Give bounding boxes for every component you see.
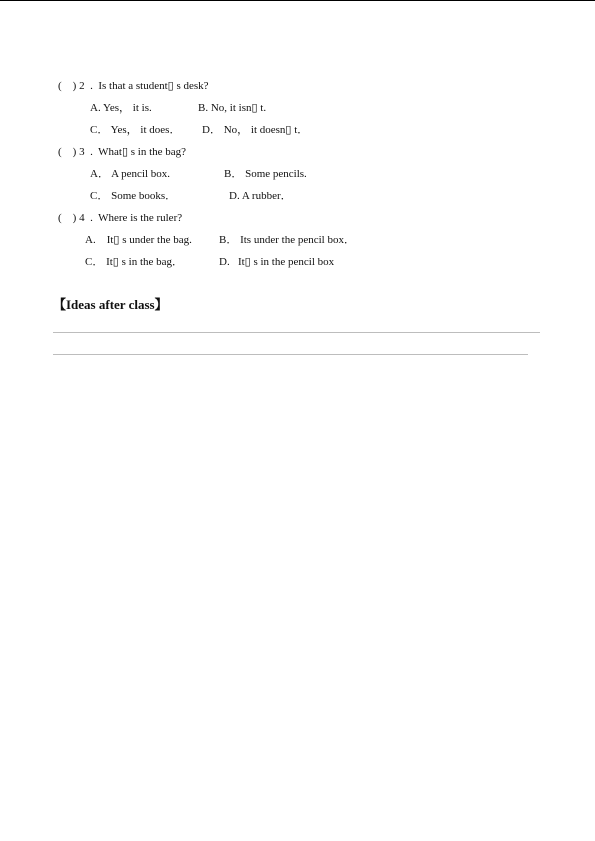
question-2-option-b: B. No, it isn▯ t. [198, 102, 267, 114]
question-3-stem: ( ) 3 . What▯ s in the bag? [58, 146, 187, 158]
question-3-option-c: C． Some books． [90, 190, 177, 202]
question-3-option-d: D. A rubber． [229, 190, 292, 202]
question-2-stem: ( ) 2 . Is that a student▯ s desk? [58, 80, 209, 92]
question-4-option-d: D. It▯ s in the pencil box [219, 256, 335, 268]
top-border-line [0, 0, 595, 1]
question-4-option-a: A. It▯ s under the bag. [85, 234, 192, 246]
question-2-option-d: D． No， it doesn▯ t． [202, 124, 309, 136]
question-4-option-c: C． It▯ s in the bag． [85, 256, 184, 268]
ideas-heading: 【Ideas after class】 [53, 297, 168, 312]
question-4-stem: ( ) 4 . Where is the ruler? [58, 212, 183, 224]
writing-line-2 [53, 354, 528, 355]
question-2-option-c: C． Yes， it does． [90, 124, 181, 136]
writing-line-1 [53, 332, 540, 333]
question-2-option-a: A. Yes， it is. [90, 102, 152, 114]
question-4-option-b: B． Its under the pencil box． [219, 234, 355, 246]
question-3-option-b: B． Some pencils. [224, 168, 307, 180]
question-3-option-a: A． A pencil box. [90, 168, 171, 180]
